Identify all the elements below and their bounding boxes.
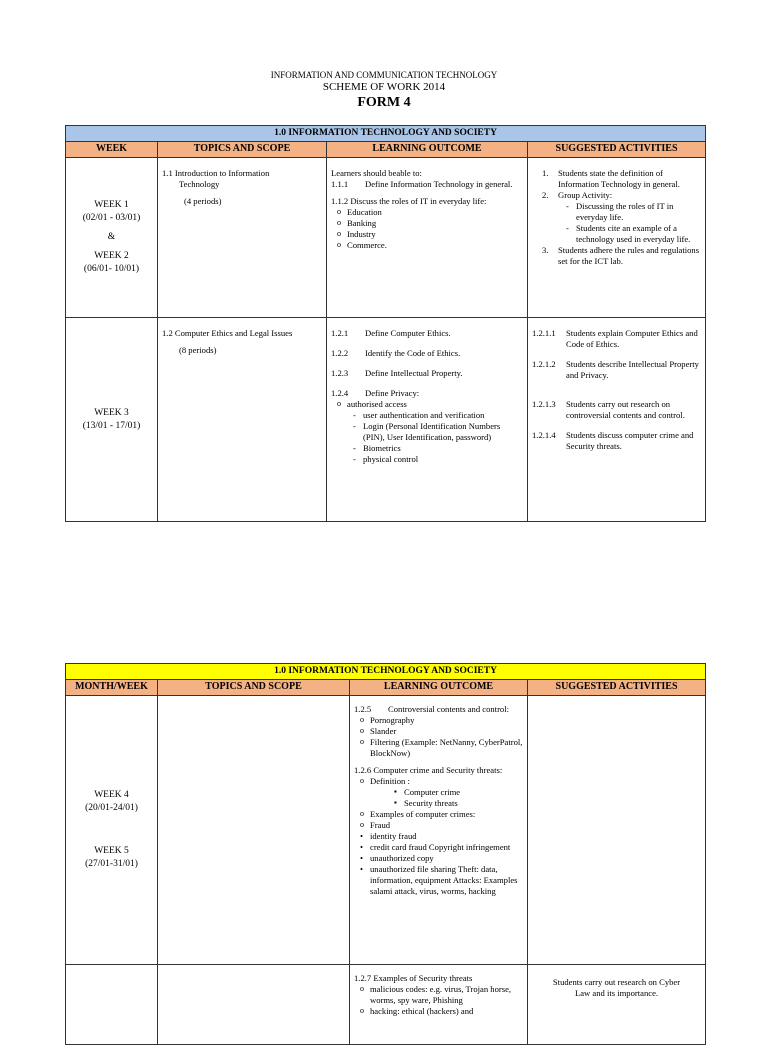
activities-cell [528, 965, 706, 1045]
col-learning-outcome: LEARNING OUTCOME [327, 142, 528, 158]
lo-subitem: o Education [331, 207, 523, 218]
learning-outcome-cell [350, 965, 528, 1045]
topic-title-cont: Technology [179, 179, 220, 189]
week-label: WEEK 4 [94, 790, 129, 801]
table-title: 1.0 INFORMATION TECHNOLOGY AND SOCIETY [66, 664, 706, 680]
topic-periods: (8 periods) [179, 345, 217, 355]
activity-subitem: - Discussing the roles of IT in everyday life. [532, 201, 701, 223]
lo-subitem: o authorised access [331, 399, 523, 410]
week-dates: (13/01 - 17/01) [82, 420, 141, 431]
week-label: WEEK 3 [94, 407, 129, 418]
table-row [66, 965, 706, 1045]
lo-subitem: o Fraud [354, 820, 523, 831]
activity-item: 1. Students state the definition of Information Technology in general. [542, 168, 680, 189]
week-label: WEEK 2 [94, 250, 129, 261]
scheme-table-2 [65, 663, 706, 1045]
learning-outcome-cell [350, 696, 528, 965]
lo-item: 1.2.2 Identify the Code of Ethics. [331, 348, 461, 358]
activity-item: 2. Group Activity: [542, 190, 613, 200]
activities-cell [528, 696, 706, 965]
lo-item: 1.2.5 Controversial contents and control: [354, 704, 510, 714]
lo-bullet: • unauthorized file sharing Theft: data, information, equipment Attacks: Examples salami attack, virus, worms, hacking [354, 864, 523, 897]
topic-cell [158, 965, 350, 1045]
week-dates: (27/01-31/01) [85, 858, 138, 869]
week-and: & [107, 232, 116, 243]
col-learning-outcome: LEARNING OUTCOME [350, 680, 528, 696]
topic-periods: (4 periods) [184, 196, 222, 206]
lo-subsubitem: - Login (Personal Identification Numbers (PIN), User Identification, password) [331, 421, 523, 443]
activity-subitem: - Students cite an example of a technology used in everyday life. [532, 223, 701, 245]
lo-item: 1.1.1 Define Information Technology in general. [331, 179, 513, 189]
lo-subitem: o Examples of computer crimes: [354, 809, 523, 820]
week-label: WEEK 1 [94, 200, 129, 211]
activity-item: 1.2.1.4 Students discuss computer crime and Security threats. [532, 430, 694, 451]
activity-item: 1.2.1.2 Students describe Intellectual Property and Privacy. [532, 359, 699, 380]
week-dates: (02/01 - 03/01) [82, 213, 141, 224]
lo-subitem: o Pornography [354, 715, 523, 726]
lo-bullet: • credit card fraud Copyright infringement [354, 842, 523, 853]
lo-subitem: o hacking: ethical (hackers) and [354, 1006, 523, 1017]
activity-item: 1.2.1.1 Students explain Computer Ethics and Code of Ethics. [532, 328, 698, 349]
lo-subitem: o Slander [354, 726, 523, 737]
lo-item: 1.1.2 Discuss the roles of IT in everyday life: [331, 196, 487, 206]
scheme-table-1 [65, 125, 706, 522]
col-activities: SUGGESTED ACTIVITIES [528, 680, 706, 696]
activities-cell [528, 158, 706, 318]
table-row [66, 318, 706, 522]
topic-cell [158, 696, 350, 965]
topic-cell [158, 318, 327, 522]
week-cell [66, 696, 158, 965]
learning-outcome-cell [327, 318, 528, 522]
lo-item: 1.2.7 Examples of Security threats [354, 973, 473, 983]
lo-subitem: o Definition : [354, 776, 523, 787]
topic-title: 1.1 Introduction to Information [162, 168, 270, 178]
doc-form-title: FORM 4 [357, 95, 411, 110]
topic-cell [158, 158, 327, 318]
lo-intro: Learners should beable to: [331, 168, 422, 178]
lo-subsubitem: - Biometrics [331, 443, 523, 454]
lo-subsubitem: ▪ Security threats [354, 798, 523, 809]
lo-item: 1.2.4 Define Privacy: [331, 388, 420, 398]
week-cell [66, 318, 158, 522]
lo-item: 1.2.6 Computer crime and Security threats: [354, 765, 503, 775]
lo-bullet: • identity fraud [354, 831, 523, 842]
table-row [66, 696, 706, 965]
doc-scheme-title: SCHEME OF WORK 2014 [322, 81, 446, 93]
week-label: WEEK 5 [94, 846, 129, 856]
lo-subsubitem: - user authentication and verification [331, 410, 523, 421]
week-dates: (20/01-24/01) [85, 803, 138, 814]
activity-item: 1.2.1.3 Students carry out research on controversial contents and control. [532, 399, 685, 420]
lo-subitem: o Commerce. [331, 240, 523, 251]
week-cell [66, 965, 158, 1045]
lo-subsubitem: - physical control [331, 454, 523, 465]
col-activities: SUGGESTED ACTIVITIES [528, 142, 706, 158]
activity-item: 3. Students adhere the rules and regulations set for the ICT lab. [542, 245, 700, 266]
lo-subsubitem: ▪ Computer crime [354, 787, 523, 798]
table-title: 1.0 INFORMATION TECHNOLOGY AND SOCIETY [66, 126, 706, 142]
lo-subitem: o Filtering (Example: NetNanny, CyberPatrol, BlockNow) [354, 737, 523, 759]
lo-item: 1.2.1 Define Computer Ethics. [331, 328, 451, 338]
lo-subitem: o malicious codes: e.g. virus, Trojan horse, worms, spy ware, Phishing [354, 984, 523, 1006]
lo-item: 1.2.3 Define Intellectual Property. [331, 368, 463, 378]
activities-cell [528, 318, 706, 522]
col-month-week: MONTH/WEEK [66, 680, 158, 696]
col-topics: TOPICS AND SCOPE [158, 142, 327, 158]
topic-title: 1.2 Computer Ethics and Legal Issues [162, 328, 293, 338]
table-row [66, 158, 706, 318]
lo-subitem: o Banking [331, 218, 523, 229]
learning-outcome-cell [327, 158, 528, 318]
col-week: WEEK [66, 142, 158, 158]
activity-item: Students carry out research on Cyber Law and its importance. [552, 977, 681, 998]
lo-bullet: • unauthorized copy [354, 853, 523, 864]
week-dates: (06/01- 10/01) [83, 263, 140, 274]
col-topics: TOPICS AND SCOPE [158, 680, 350, 696]
week-cell [66, 158, 158, 318]
doc-subject: INFORMATION AND COMMUNICATION TECHNOLOGY [270, 70, 498, 80]
lo-subitem: o Industry [331, 229, 523, 240]
